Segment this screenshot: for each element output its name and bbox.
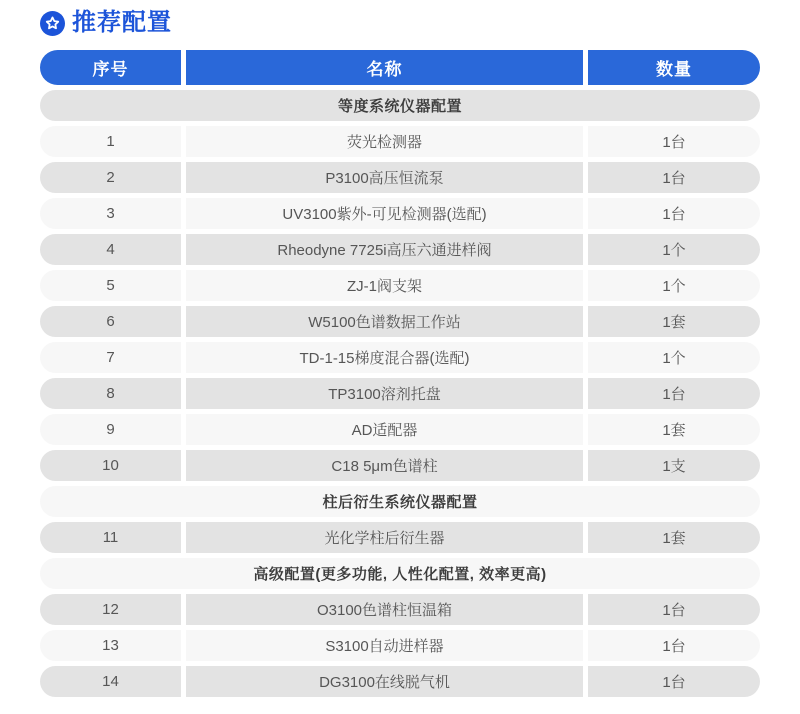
row-name-cell: W5100色谱数据工作站 <box>186 306 583 337</box>
table-row <box>40 630 760 661</box>
row-name-cell: TD-1-15梯度混合器(选配) <box>186 342 583 373</box>
row-no-cell: 2 <box>40 162 181 193</box>
row-no-cell: 12 <box>40 594 181 625</box>
table-body <box>40 90 760 697</box>
header-cell-qty: 数量 <box>588 50 760 85</box>
row-qty-cell: 1支 <box>588 450 760 481</box>
table-row <box>40 342 760 373</box>
row-name-cell: O3100色谱柱恒温箱 <box>186 594 583 625</box>
section-header-label: 高级配置(更多功能, 人性化配置, 效率更高) <box>253 566 547 583</box>
section-header-label: 等度系统仪器配置 <box>337 98 462 115</box>
table-row <box>40 666 760 697</box>
section-title-row <box>40 9 800 37</box>
table-row <box>40 234 760 265</box>
row-name-cell: 荧光检测器 <box>186 126 583 157</box>
row-name-cell: AD适配器 <box>186 414 583 445</box>
row-name-cell: 光化学柱后衍生器 <box>186 522 583 553</box>
table-row <box>40 522 760 553</box>
row-no-cell: 14 <box>40 666 181 697</box>
row-name-cell: P3100高压恒流泵 <box>186 162 583 193</box>
row-name-cell: Rheodyne 7725i高压六通进样阀 <box>186 234 583 265</box>
header-cell-no: 序号 <box>40 50 181 85</box>
row-no-cell: 6 <box>40 306 181 337</box>
row-no-cell: 3 <box>40 198 181 229</box>
row-no-cell: 9 <box>40 414 181 445</box>
star-badge-icon <box>40 11 65 36</box>
table-row <box>40 198 760 229</box>
section-header-row <box>40 90 760 121</box>
table-row <box>40 126 760 157</box>
row-qty-cell: 1套 <box>588 306 760 337</box>
section-header-row <box>40 486 760 517</box>
row-qty-cell: 1台 <box>588 126 760 157</box>
page-title: 推荐配置 <box>72 9 172 36</box>
row-no-cell: 7 <box>40 342 181 373</box>
row-no-cell: 11 <box>40 522 181 553</box>
row-no-cell: 1 <box>40 126 181 157</box>
recommended-config-table <box>40 50 760 697</box>
row-qty-cell: 1个 <box>588 342 760 373</box>
table-row <box>40 414 760 445</box>
header-cell-name: 名称 <box>186 50 583 85</box>
table-row <box>40 306 760 337</box>
row-no-cell: 5 <box>40 270 181 301</box>
section-header-label: 柱后衍生系统仪器配置 <box>322 494 478 511</box>
row-qty-cell: 1台 <box>588 378 760 409</box>
table-header-row <box>40 50 760 85</box>
row-qty-cell: 1套 <box>588 522 760 553</box>
row-no-cell: 10 <box>40 450 181 481</box>
row-qty-cell: 1台 <box>588 594 760 625</box>
row-qty-cell: 1台 <box>588 666 760 697</box>
row-qty-cell: 1个 <box>588 234 760 265</box>
table-row <box>40 450 760 481</box>
table-row <box>40 594 760 625</box>
table-row <box>40 378 760 409</box>
row-no-cell: 4 <box>40 234 181 265</box>
row-name-cell: DG3100在线脱气机 <box>186 666 583 697</box>
row-qty-cell: 1台 <box>588 630 760 661</box>
row-no-cell: 13 <box>40 630 181 661</box>
row-qty-cell: 1个 <box>588 270 760 301</box>
row-name-cell: C18 5μm色谱柱 <box>186 450 583 481</box>
table-row <box>40 162 760 193</box>
row-name-cell: ZJ-1阀支架 <box>186 270 583 301</box>
row-name-cell: UV3100紫外-可见检测器(选配) <box>186 198 583 229</box>
table-row <box>40 270 760 301</box>
row-name-cell: S3100自动进样器 <box>186 630 583 661</box>
row-name-cell: TP3100溶剂托盘 <box>186 378 583 409</box>
row-no-cell: 8 <box>40 378 181 409</box>
row-qty-cell: 1套 <box>588 414 760 445</box>
section-header-row <box>40 558 760 589</box>
row-qty-cell: 1台 <box>588 162 760 193</box>
row-qty-cell: 1台 <box>588 198 760 229</box>
